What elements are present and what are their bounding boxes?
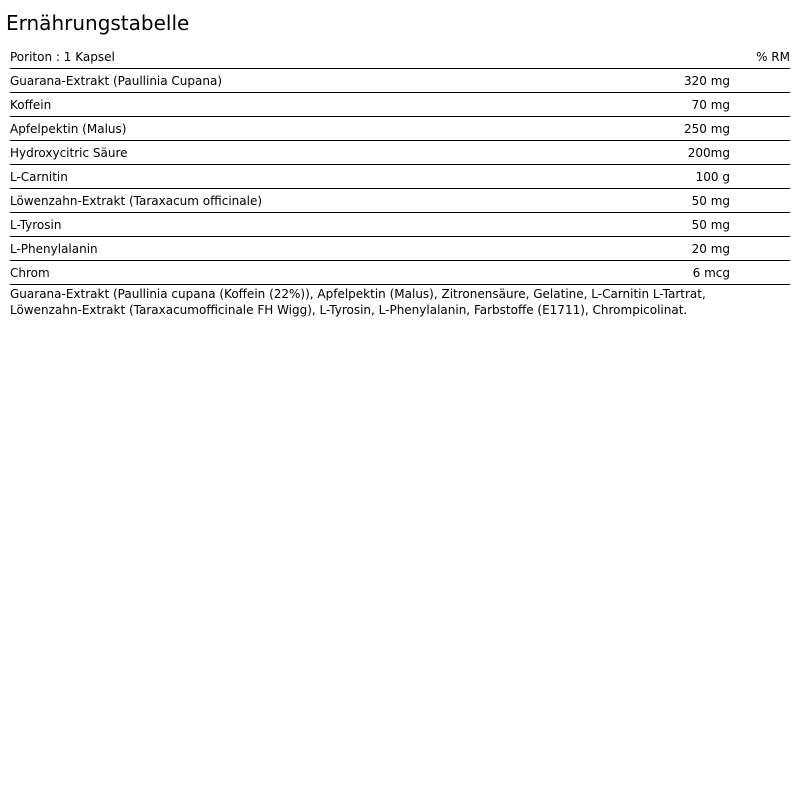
nutrient-name: Löwenzahn-Extrakt (Taraxacum officinale): [10, 189, 610, 213]
table-header-row: [10, 44, 790, 69]
nutrient-name: Chrom: [10, 261, 610, 285]
table-row: [10, 165, 790, 189]
nutrient-amount: 250 mg: [610, 117, 730, 141]
nutrient-amount: 6 mcg: [610, 261, 730, 285]
nutrient-name: L-Phenylalanin: [10, 237, 610, 261]
nutrient-name: Guarana-Extrakt (Paullinia Cupana): [10, 69, 610, 93]
nutrient-amount: 200mg: [610, 141, 730, 165]
nutrient-amount: 50 mg: [610, 189, 730, 213]
table-row: [10, 69, 790, 93]
nutrient-rm: [730, 213, 790, 237]
page-title: Ernährungstabelle: [6, 11, 190, 35]
nutrient-name: Koffein: [10, 93, 610, 117]
nutrient-rm: [730, 261, 790, 285]
nutrient-name: Apfelpektin (Malus): [10, 117, 610, 141]
nutrient-name: L-Carnitin: [10, 165, 610, 189]
table-row: [10, 117, 790, 141]
table-row: [10, 237, 790, 261]
nutrient-rm: [730, 117, 790, 141]
nutrient-amount: 70 mg: [610, 93, 730, 117]
nutrient-name: Hydroxycitric Säure: [10, 141, 610, 165]
ingredients-line: Guarana-Extrakt (Paullinia cupana (Koffein (22%)), Apfelpektin (Malus), Zitronensäure, Gelatine, L-Carnitin L-Tartrat,: [10, 287, 706, 301]
ingredients-text: [10, 286, 790, 318]
rm-header: % RM: [730, 44, 790, 69]
ingredients-line: Löwenzahn-Extrakt (Taraxacumofficinale FH Wigg), L-Tyrosin, L-Phenylalanin, Farbstoffe (E1711), Chrompicolinat.: [10, 303, 688, 317]
nutrient-rm: [730, 237, 790, 261]
nutrient-rm: [730, 165, 790, 189]
nutrient-rm: [730, 141, 790, 165]
nutrient-rm: [730, 93, 790, 117]
nutrient-amount: 20 mg: [610, 237, 730, 261]
table-row: [10, 93, 790, 117]
table-row: [10, 213, 790, 237]
nutrient-amount: 50 mg: [610, 213, 730, 237]
nutrient-amount: 320 mg: [610, 69, 730, 93]
table-row: [10, 141, 790, 165]
table-row: [10, 261, 790, 285]
nutrient-rm: [730, 69, 790, 93]
portion-label: Poriton : 1 Kapsel: [10, 44, 610, 69]
nutrition-table: [10, 44, 790, 285]
nutrient-name: L-Tyrosin: [10, 213, 610, 237]
nutrient-rm: [730, 189, 790, 213]
nutrient-amount: 100 g: [610, 165, 730, 189]
table-row: [10, 189, 790, 213]
amount-header: [610, 44, 730, 69]
